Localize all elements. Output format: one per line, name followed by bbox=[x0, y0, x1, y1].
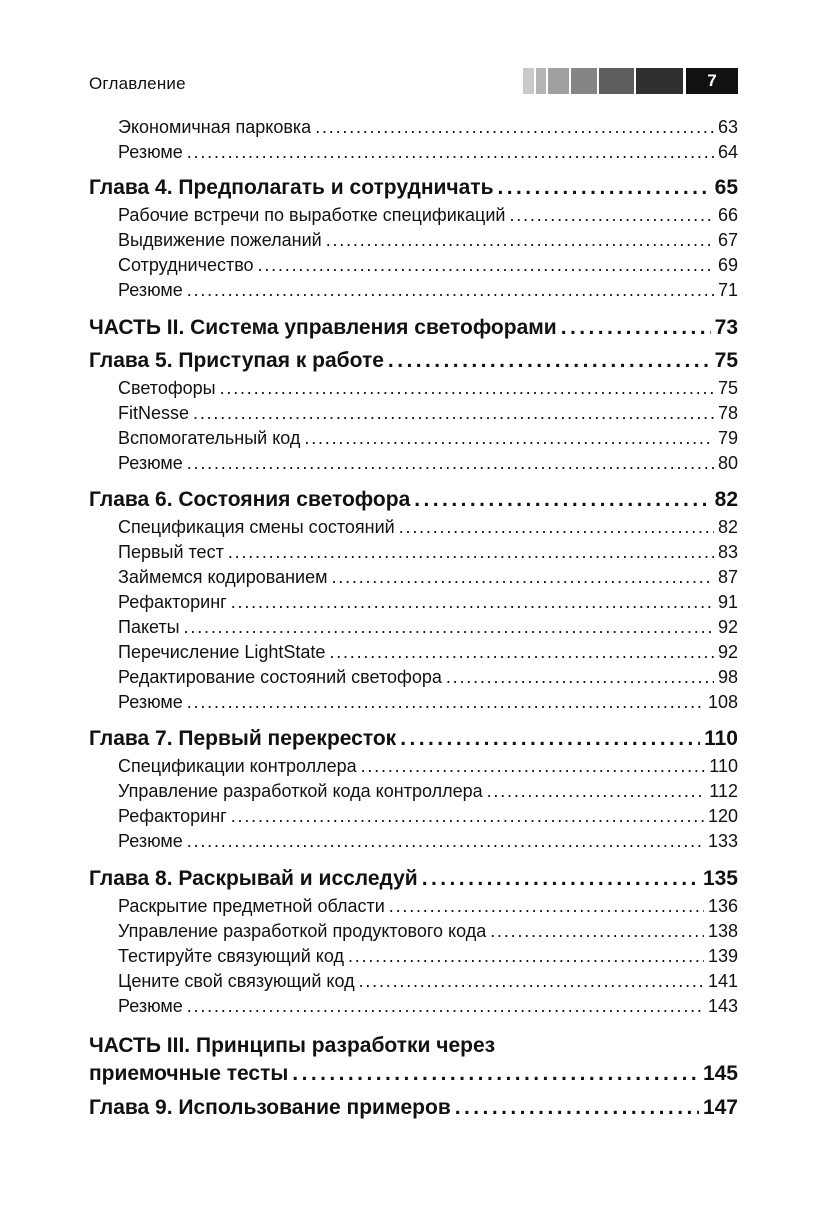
toc-entry-page: 79 bbox=[717, 428, 738, 448]
toc-entry-page: 92 bbox=[717, 642, 738, 662]
dot-leader bbox=[400, 727, 700, 751]
toc-entry-page: 145 bbox=[702, 1062, 738, 1085]
dot-leader bbox=[187, 280, 714, 301]
dot-leader bbox=[231, 592, 714, 613]
toc-entry[interactable] bbox=[118, 230, 738, 255]
toc-part-title-line1: ЧАСТЬ III. Принципы разработки через bbox=[89, 1034, 496, 1057]
toc-entry-page: 92 bbox=[717, 617, 738, 637]
toc-entry-page: 75 bbox=[714, 349, 738, 372]
dot-leader bbox=[490, 921, 704, 942]
toc-entry[interactable] bbox=[118, 946, 738, 971]
dot-leader bbox=[348, 946, 704, 967]
dot-leader bbox=[359, 971, 704, 992]
toc-entry-title: Резюме bbox=[118, 996, 183, 1016]
toc-entry-title: Спецификация смены состояний bbox=[118, 517, 395, 537]
toc-entry[interactable] bbox=[118, 617, 738, 642]
dot-leader bbox=[455, 1096, 699, 1120]
toc-entry-page: 133 bbox=[707, 831, 738, 851]
toc-entry-page: 75 bbox=[717, 378, 738, 398]
toc-entry[interactable] bbox=[118, 756, 738, 781]
toc-entry[interactable] bbox=[118, 996, 738, 1021]
dot-leader bbox=[446, 667, 714, 688]
toc-entry-page: 82 bbox=[714, 488, 738, 511]
toc-entry-title: Цените свой связующий код bbox=[118, 971, 355, 991]
toc-chapter-entry[interactable] bbox=[89, 488, 738, 518]
toc-chapter-entry[interactable] bbox=[89, 349, 738, 379]
toc-entry-page: 71 bbox=[717, 280, 738, 300]
toc-entry-page: 112 bbox=[709, 781, 738, 801]
dot-leader bbox=[509, 205, 713, 226]
dot-leader bbox=[329, 642, 714, 663]
toc-entry-page: 138 bbox=[707, 921, 738, 941]
dot-leader bbox=[361, 756, 706, 777]
toc-entry-title: Вспомогательный код bbox=[118, 428, 301, 448]
toc-entry[interactable] bbox=[118, 378, 738, 403]
toc-entry[interactable] bbox=[118, 921, 738, 946]
dot-leader bbox=[187, 692, 704, 713]
toc-entry-title: FitNesse bbox=[118, 403, 190, 423]
toc-entry-page: 120 bbox=[707, 806, 738, 826]
dot-leader bbox=[487, 781, 706, 802]
toc-entry-page: 91 bbox=[717, 592, 738, 612]
dot-leader bbox=[326, 230, 714, 251]
toc-entry[interactable] bbox=[118, 806, 738, 831]
dot-leader bbox=[187, 996, 704, 1017]
dot-leader bbox=[187, 142, 714, 163]
toc-entry-title: Глава 4. Предполагать и сотрудничать bbox=[89, 176, 494, 199]
running-head-title: Оглавление bbox=[89, 74, 186, 93]
toc-chapter-entry[interactable] bbox=[89, 1096, 738, 1126]
toc-entry-page: 143 bbox=[707, 996, 738, 1016]
dot-leader bbox=[187, 453, 714, 474]
bar-segment bbox=[636, 68, 683, 94]
toc-chapter-entry[interactable] bbox=[89, 867, 738, 897]
toc-entry-title: Глава 7. Первый перекресток bbox=[89, 727, 397, 750]
page-number: 7 bbox=[686, 68, 738, 94]
bar-segment bbox=[536, 68, 546, 94]
toc-entry-title: Светофоры bbox=[118, 378, 216, 398]
dot-leader bbox=[331, 567, 713, 588]
toc-entry-title: Рефакторинг bbox=[118, 806, 227, 826]
toc-entry-title: Сотрудничество bbox=[118, 255, 254, 275]
toc-entry-title: Резюме bbox=[118, 692, 183, 712]
dot-leader bbox=[389, 896, 704, 917]
dot-leader bbox=[315, 117, 714, 138]
dot-leader bbox=[497, 176, 710, 200]
toc-entry-title: Глава 9. Использование примеров bbox=[89, 1096, 451, 1119]
toc-entry[interactable] bbox=[118, 280, 738, 305]
toc-entry-page: 80 bbox=[717, 453, 738, 473]
toc-entry[interactable] bbox=[118, 567, 738, 592]
toc-entry[interactable] bbox=[118, 831, 738, 856]
toc-entry-page: 64 bbox=[717, 142, 738, 162]
toc-entry[interactable] bbox=[118, 592, 738, 617]
toc-entry-title: Управление разработкой кода контроллера bbox=[118, 781, 483, 801]
toc-entry-title: Пакеты bbox=[118, 617, 180, 637]
toc-entry-page: 110 bbox=[709, 756, 738, 776]
dot-leader bbox=[304, 428, 714, 449]
toc-chapter-entry[interactable] bbox=[89, 176, 738, 206]
toc-entry-page: 98 bbox=[717, 667, 738, 687]
dot-leader bbox=[193, 403, 714, 424]
toc-part-entry[interactable] bbox=[89, 1062, 738, 1092]
toc-entry[interactable] bbox=[118, 117, 738, 142]
toc-entry-page: 141 bbox=[707, 971, 738, 991]
page-header bbox=[0, 66, 827, 96]
dot-leader bbox=[561, 316, 711, 340]
toc-entry-page: 110 bbox=[704, 727, 738, 750]
toc-entry-page: 67 bbox=[717, 230, 738, 250]
toc-entry-title: Глава 5. Приступая к работе bbox=[89, 349, 384, 372]
bar-segment bbox=[599, 68, 634, 94]
toc-entry-title: Управление разработкой продуктового кода bbox=[118, 921, 487, 941]
toc-entry-page: 65 bbox=[714, 176, 738, 199]
toc-entry-page: 136 bbox=[707, 896, 738, 916]
toc-entry-title: Резюме bbox=[118, 142, 183, 162]
toc-entry-title: Глава 6. Состояния светофора bbox=[89, 488, 411, 511]
toc-entry[interactable] bbox=[118, 255, 738, 280]
toc-entry-title: Займемся кодированием bbox=[118, 567, 328, 587]
toc-entry-page: 135 bbox=[702, 867, 738, 890]
dot-leader bbox=[388, 349, 711, 373]
dot-leader bbox=[292, 1062, 699, 1086]
toc-entry-title: Резюме bbox=[118, 831, 183, 851]
toc-entry-page: 87 bbox=[717, 567, 738, 587]
toc-entry[interactable] bbox=[118, 692, 738, 717]
toc-entry[interactable] bbox=[118, 453, 738, 478]
toc-entry-page: 66 bbox=[717, 205, 738, 225]
toc-entry[interactable] bbox=[118, 781, 738, 806]
toc-entry-page: 73 bbox=[714, 316, 738, 339]
toc-entry-title: Тестируйте связующий код bbox=[118, 946, 344, 966]
toc-entry-page: 83 bbox=[717, 542, 738, 562]
toc-part-entry[interactable] bbox=[89, 316, 738, 346]
toc-entry-title: Резюме bbox=[118, 453, 183, 473]
toc-entry-title: Глава 8. Раскрывай и исследуй bbox=[89, 867, 418, 890]
toc-entry-title: Резюме bbox=[118, 280, 183, 300]
toc-entry[interactable] bbox=[118, 403, 738, 428]
toc-entry-page: 69 bbox=[717, 255, 738, 275]
toc-entry-page: 82 bbox=[717, 517, 738, 537]
toc-entry-title: Перечисление LightState bbox=[118, 642, 326, 662]
toc-entry[interactable] bbox=[118, 896, 738, 921]
toc-entry[interactable] bbox=[118, 642, 738, 667]
toc-entry-page: 147 bbox=[702, 1096, 738, 1119]
toc-entry-title: ЧАСТЬ II. Система управления светофорами bbox=[89, 316, 557, 339]
bar-segment bbox=[571, 68, 597, 94]
toc-entry-title: Раскрытие предметной области bbox=[118, 896, 385, 916]
dot-leader bbox=[187, 831, 704, 852]
dot-leader bbox=[422, 867, 699, 891]
toc-entry-title: Рефакторинг bbox=[118, 592, 227, 612]
toc-entry[interactable] bbox=[118, 667, 738, 692]
toc-entry-title: Спецификации контроллера bbox=[118, 756, 357, 776]
toc-entry-title: Выдвижение пожеланий bbox=[118, 230, 322, 250]
dot-leader bbox=[399, 517, 714, 538]
dot-leader bbox=[184, 617, 714, 638]
toc-entry-title: Рабочие встречи по выработке спецификаций bbox=[118, 205, 506, 225]
dot-leader bbox=[231, 806, 704, 827]
toc-entry-title: Экономичная парковка bbox=[118, 117, 312, 137]
dot-leader bbox=[414, 488, 710, 512]
toc-entry-page: 108 bbox=[707, 692, 738, 712]
toc-entry[interactable] bbox=[118, 428, 738, 453]
toc-entry[interactable] bbox=[118, 205, 738, 230]
toc-entry[interactable] bbox=[118, 142, 738, 167]
bar-segment bbox=[523, 68, 534, 94]
toc-entry-title: приемочные тесты bbox=[89, 1062, 289, 1085]
toc-entry[interactable] bbox=[118, 517, 738, 542]
toc-entry[interactable] bbox=[118, 542, 738, 567]
dot-leader bbox=[228, 542, 714, 563]
toc-entry-page: 78 bbox=[717, 403, 738, 423]
toc-entry-page: 63 bbox=[717, 117, 738, 137]
bar-segment bbox=[548, 68, 569, 94]
toc-entry-title: Первый тест bbox=[118, 542, 224, 562]
dot-leader bbox=[220, 378, 714, 399]
toc-chapter-entry[interactable] bbox=[89, 727, 738, 757]
toc-entry-title: Редактирование состояний светофора bbox=[118, 667, 442, 687]
toc-entry-page: 139 bbox=[707, 946, 738, 966]
dot-leader bbox=[258, 255, 714, 276]
toc-entry[interactable] bbox=[118, 971, 738, 996]
